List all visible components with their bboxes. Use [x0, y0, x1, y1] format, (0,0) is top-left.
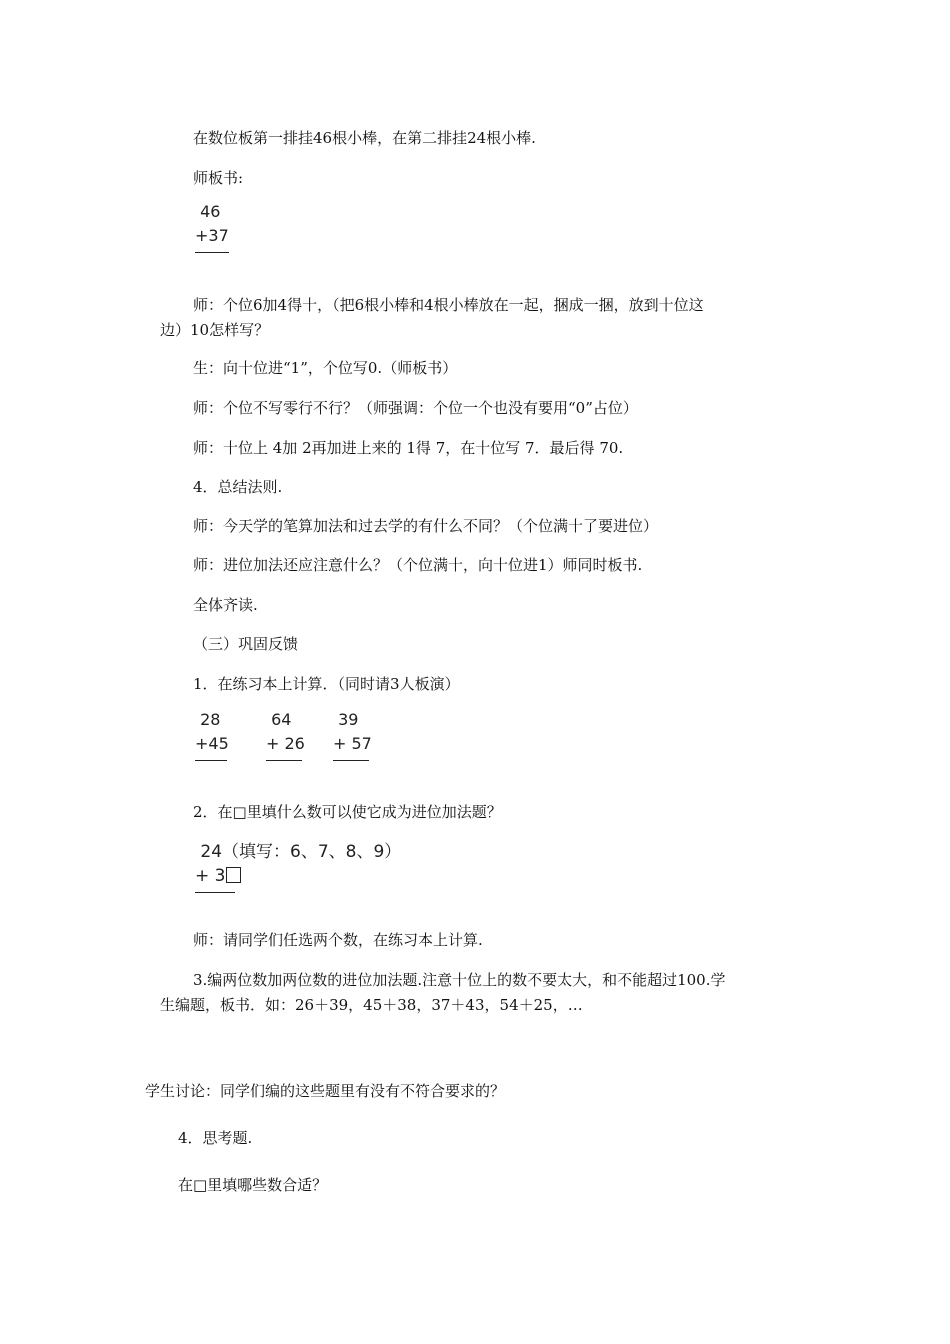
paragraph-read-aloud: 全体齐读. [193, 596, 258, 614]
paragraph-teacher-4: 师：今天学的笔算加法和过去学的有什么不同？（个位满十了要进位） [193, 517, 659, 535]
paragraph-teacher-1a: 师：个位6加4得十，（把6根小棒和4根小棒放在一起，捆成一捆，放到十位这 [193, 296, 704, 314]
addend-bottom: + 3 [195, 866, 226, 886]
exercise-calculation [333, 708, 372, 761]
paragraph-teacher-1b: 边）10怎样写？ [160, 321, 270, 339]
addend-top: 64 [266, 710, 292, 729]
paragraph-intro: 在数位板第一排挂46根小棒，在第二排挂24根小棒. [193, 129, 536, 147]
thinking-question-prompt: 在□里填哪些数合适？ [178, 1176, 328, 1194]
exercise-2-heading: 2．在□里填什么数可以使它成为进位加法题？ [193, 803, 502, 821]
addend-top: 46 [195, 202, 221, 221]
exercise-3-line-b: 生编题，板书．如：26＋39，45＋38，37＋43，54＋25，… [160, 996, 583, 1014]
addend-top: 28 [195, 710, 221, 729]
board-calculation [195, 200, 229, 253]
exercise-3-line-a: 3.编两位数加两位数的进位加法题.注意十位上的数不要太大，和不能超过100.学 [193, 971, 726, 989]
addend-bottom: +45 [195, 734, 229, 753]
paragraph-board-heading: 师板书: [193, 169, 244, 187]
section-heading-practice: （三）巩固反馈 [193, 635, 299, 653]
exercise-calculation [266, 708, 305, 761]
paragraph-teacher-3: 师：十位上 4加 2再加进上来的 1得 7，在十位写 7．最后得 70. [193, 439, 624, 457]
thinking-question-heading: 4．思考题. [178, 1129, 253, 1147]
paragraph-summary-heading: 4．总结法则. [193, 478, 283, 496]
paragraph-teacher-5: 师：进位加法还应注意什么？（个位满十，向十位进1）师同时板书. [193, 556, 643, 574]
addend-top: 39 [333, 710, 359, 729]
paragraph-student: 生：向十位进“1”，个位写0.（师板书） [193, 359, 458, 377]
sum-line [195, 252, 229, 253]
paragraph-teacher-6: 师：请同学们任选两个数，在练习本上计算. [193, 931, 483, 949]
addend-bottom: + 57 [333, 734, 372, 753]
sum-line [195, 892, 235, 893]
exercise-1-heading: 1．在练习本上计算．（同时请3人板演） [193, 675, 460, 693]
fill-blank-calculation [195, 840, 401, 893]
sum-line [333, 760, 369, 761]
blank-box-icon [226, 867, 241, 883]
addend-bottom: +37 [195, 226, 229, 245]
sum-line [195, 760, 227, 761]
paragraph-teacher-2: 师：个位不写零行不行？（师强调：个位一个也没有要用“0”占位） [193, 399, 638, 417]
paragraph-discussion: 学生讨论：同学们编的这些题里有没有不符合要求的？ [145, 1082, 506, 1100]
addend-bottom: + 26 [266, 734, 305, 753]
sum-line [266, 760, 302, 761]
exercise-calculation [195, 708, 227, 761]
addend-top-with-options: 24（填写：6、7、8、9） [195, 842, 402, 862]
